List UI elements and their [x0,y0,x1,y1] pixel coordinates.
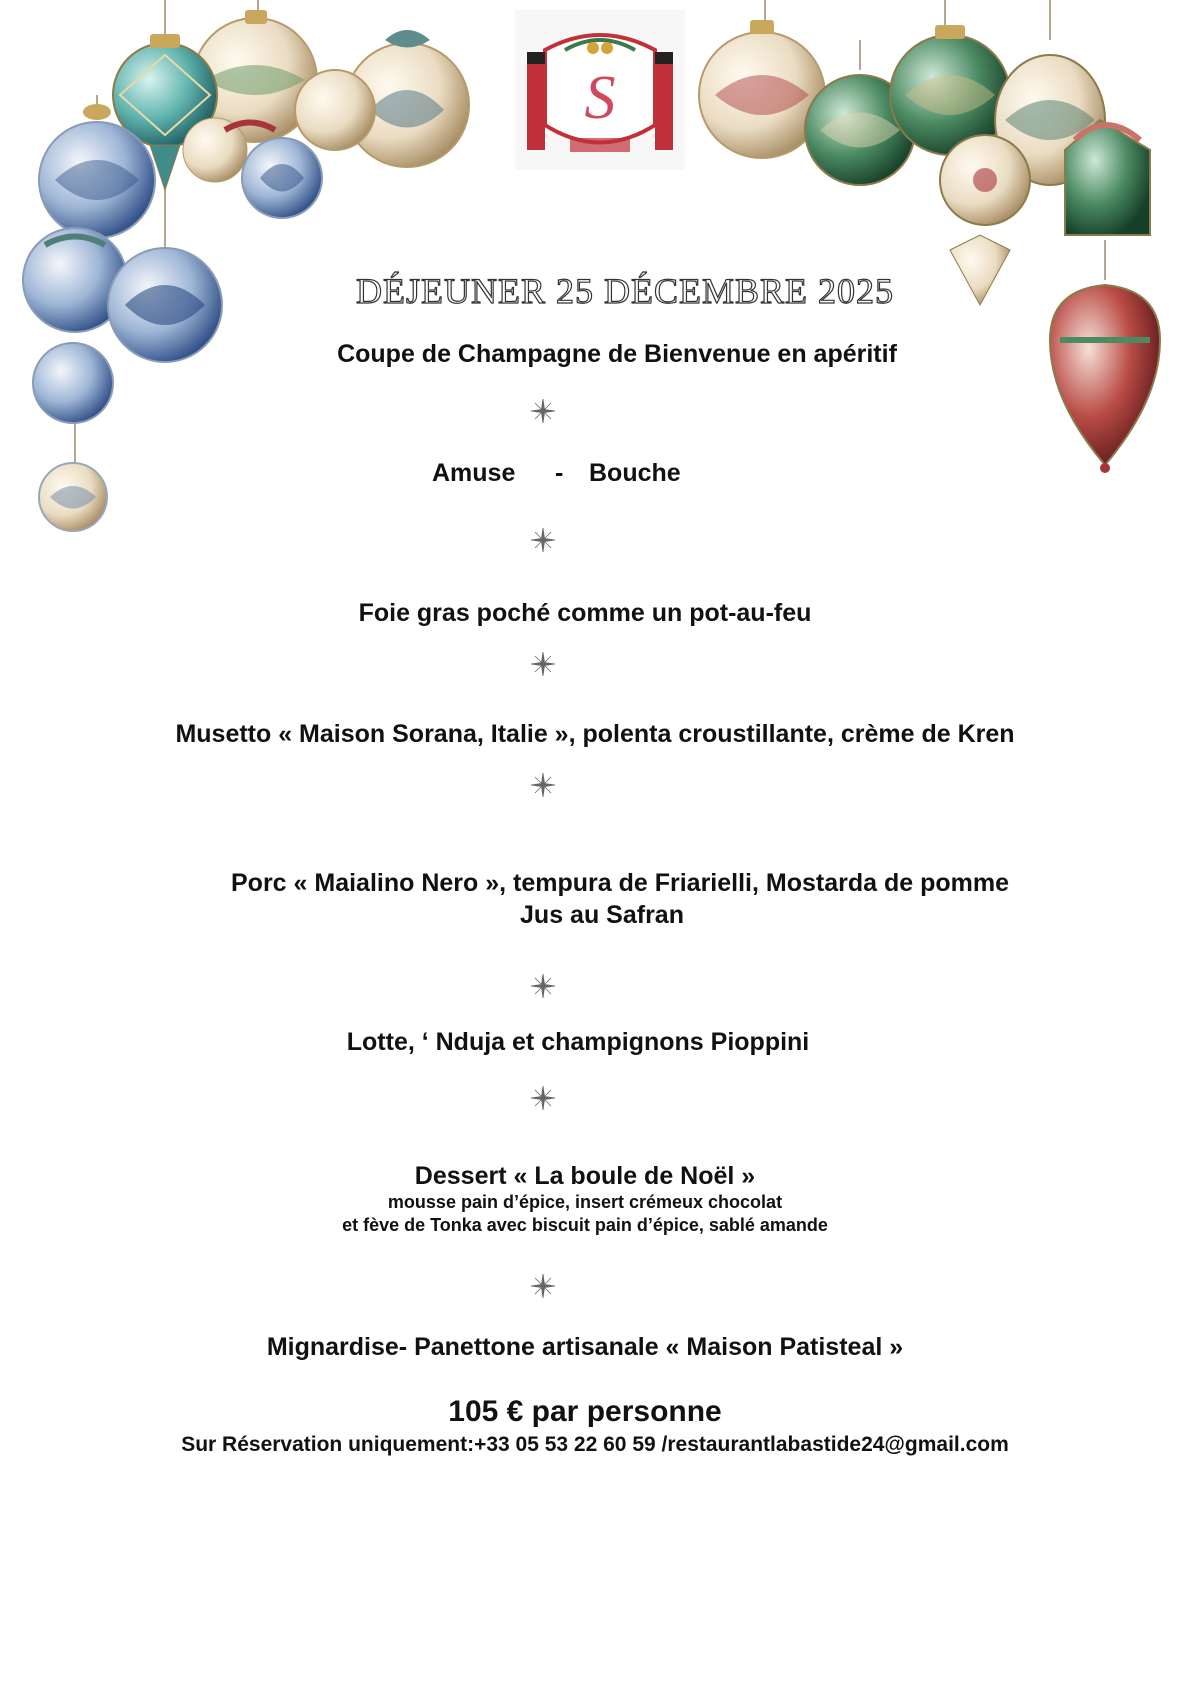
course-dessert-line2: et fève de Tonka avec biscuit pain d’épice, sablé amande [342,1215,828,1235]
star-separator-icon [530,398,556,424]
star-separator-icon [530,527,556,553]
star-separator-icon [530,651,556,677]
crest-letter: S [584,64,616,132]
course-mignardise: Mignardise- Panettone artisanale « Maison Patisteal » [266,1333,904,1361]
course-porc-line1: Porc « Maialino Nero », tempura de Friarielli, Mostarda de pomme [231,869,1009,897]
menu-price: 105 € par personne [448,1395,722,1428]
course-dessert-line1: mousse pain d’épice, insert crémeux chocolat [387,1192,783,1212]
star-separator-icon [530,1273,556,1299]
course-porc-line2: Jus au Safran [520,901,684,929]
course-amuse-right: Bouche [589,459,681,487]
course-amuse-dash: - [555,459,564,487]
course-amuse-left: Amuse [432,459,516,487]
star-separator-icon [530,973,556,999]
course-lotte: Lotte, ‘ Nduja et champignons Pioppini [346,1028,810,1056]
reservation-contact: Sur Réservation uniquement:+33 05 53 22 60 59 /restaurantlabastide24@gmail.com [181,1433,1009,1456]
restaurant-crest-logo [515,10,685,170]
star-separator-icon [530,1085,556,1111]
course-dessert-title: Dessert « La boule de Noël » [414,1162,756,1190]
course-aperitif: Coupe de Champagne de Bienvenue en apéritif [337,340,897,368]
course-musetto: Musetto « Maison Sorana, Italie », polenta croustillante, crème de Kren [175,720,1015,748]
menu-title: DÉJEUNER 25 DÉCEMBRE 2025 [356,271,894,311]
course-foie-gras: Foie gras poché comme un pot-au-feu [358,599,812,627]
star-separator-icon [530,772,556,798]
